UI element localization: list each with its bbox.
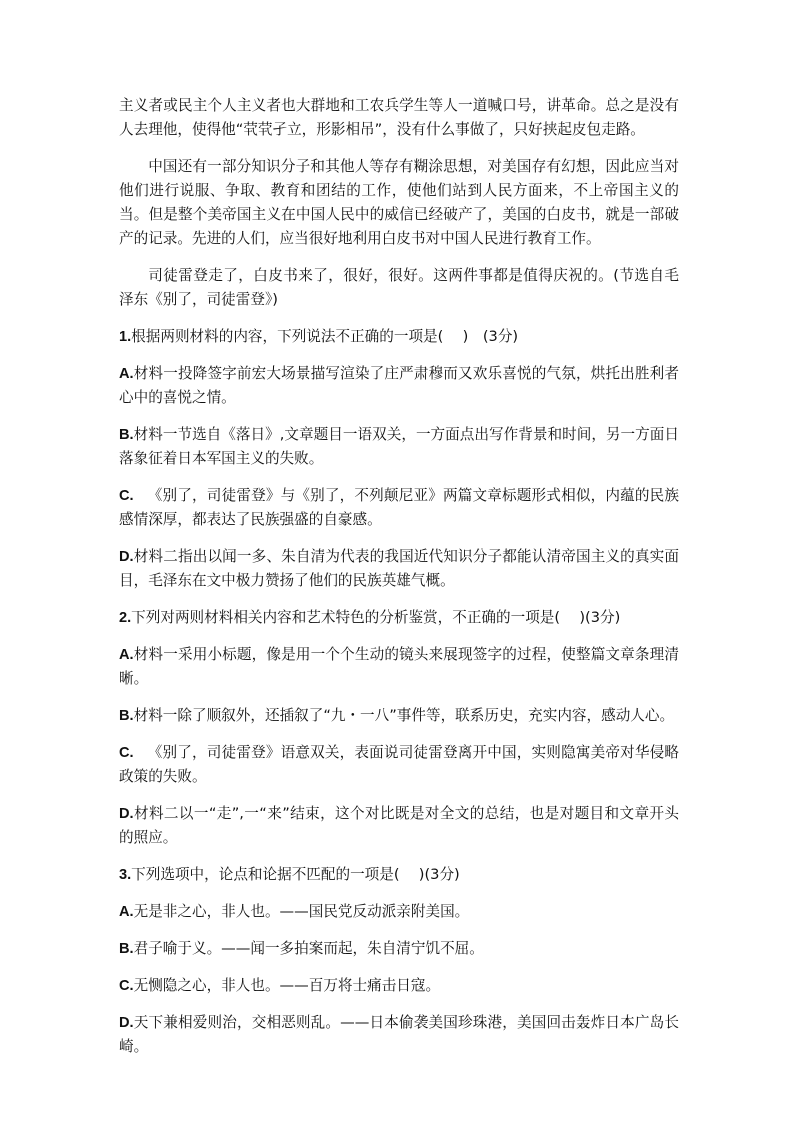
question-1-option-b[interactable]	[119, 423, 679, 471]
question-3-option-b[interactable]	[119, 937, 679, 961]
option-text: 材料一采用小标题，像是用一个个生动的镜头来展现签字的过程，使整篇文章条理清晰。	[119, 646, 679, 687]
option-text: 无是非之心，非人也。——国民党反动派亲附美国。	[133, 903, 470, 920]
option-letter: B.	[119, 708, 134, 724]
option-text: 材料一节选自《落日》,文章题目一语双关，一方面点出写作背景和时间，另一方面日落象征着日本军国主义的失败。	[119, 426, 679, 467]
question-2-option-a[interactable]	[119, 643, 679, 691]
option-letter: D.	[119, 549, 134, 565]
option-letter: D.	[119, 1015, 134, 1031]
option-text: 无恻隐之心，非人也。——百万将士痛击日寇。	[133, 977, 441, 994]
option-text: 《别了，司徒雷登》语意双关，表面说司徒雷登离开中国，实则隐寓美帝对华侵略政策的失败。	[119, 744, 679, 785]
option-letter: D.	[119, 806, 134, 822]
option-letter: A.	[119, 904, 134, 920]
question-number: 2.	[119, 610, 132, 626]
question-2-option-c[interactable]	[119, 741, 679, 789]
option-letter: A.	[119, 647, 134, 663]
question-3-option-c[interactable]	[119, 974, 679, 998]
question-2-option-b[interactable]	[119, 704, 679, 728]
question-2-stem	[119, 606, 679, 630]
option-text: 天下兼相爱则治，交相恶则乱。——日本偷袭美国珍珠港，美国回击轰炸日本广岛长崎。	[119, 1014, 679, 1055]
question-number: 3.	[119, 867, 132, 883]
option-text: 材料一除了顺叙外，还插叙了“九・一八”事件等，联系历史，充实内容，感动人心。	[133, 707, 675, 724]
passage-paragraph-1: 主义者或民主个人主义者也大群地和工农兵学生等人一道喊口号，讲革命。总之是没有人去理他，使得他“茕茕孑立，形影相吊”，没有什么事做了，只好挟起皮包走路。	[119, 97, 679, 138]
option-letter: B.	[119, 427, 134, 443]
option-text: 材料一投降签字前宏大场景描写渲染了庄严肃穆而又欢乐喜悦的气氛，烘托出胜利者心中的喜悦之情。	[119, 365, 679, 406]
option-text: 材料二指出以闻一多、朱自清为代表的我国近代知识分子都能认清帝国主义的真实面目，毛泽东在文中极力赞扬了他们的民族英雄气概。	[119, 548, 679, 589]
option-letter: C.	[119, 745, 134, 761]
question-1-option-a[interactable]	[119, 362, 679, 410]
question-1-option-c[interactable]	[119, 484, 679, 532]
option-text: 材料二以一“走”,一“来”结束，这个对比既是对全文的总结，也是对题目和文章开头的照应。	[119, 805, 679, 846]
option-text: 君子喻于义。——闻一多拍案而起，朱自清宁饥不屈。	[133, 940, 484, 957]
question-1-stem	[119, 325, 679, 349]
question-2-option-d[interactable]	[119, 802, 679, 850]
question-number: 1.	[119, 329, 132, 345]
question-1-option-d[interactable]	[119, 545, 679, 593]
option-text: 《别了，司徒雷登》与《别了，不列颠尼亚》两篇文章标题形式相似，内蕴的民族感情深厚，都表达了民族强盛的自豪感。	[119, 487, 679, 528]
option-letter: A.	[119, 366, 134, 382]
question-text: 下列选项中，论点和论据不匹配的一项是( )(3分)	[131, 866, 460, 883]
question-3-stem	[119, 863, 679, 887]
passage-paragraph-3: 司徒雷登走了，白皮书来了，很好，很好。这两件事都是值得庆祝的。(节选自毛泽东《别了，司徒雷登》)	[119, 267, 679, 308]
option-letter: C.	[119, 978, 134, 994]
option-letter: B.	[119, 941, 134, 957]
passage-paragraph-2: 中国还有一部分知识分子和其他人等存有糊涂思想，对美国存有幻想，因此应当对他们进行说服、争取、教育和团结的工作，使他们站到人民方面来，不上帝国主义的当。但是整个美帝国主义在中国人民中的威信已经破产了，美国的白皮书，就是一部破产的记录。先进的人们，应当很好地利用白皮书对中国人民进行教育工作。	[119, 158, 679, 247]
document-page	[119, 94, 679, 1072]
option-letter: C.	[119, 488, 134, 504]
question-3-option-a[interactable]	[119, 900, 679, 924]
question-3-option-d[interactable]	[119, 1011, 679, 1059]
question-text: 根据两则材料的内容，下列说法不正确的一项是( ) (3分)	[131, 328, 519, 345]
question-text: 下列对两则材料相关内容和艺术特色的分析鉴赏，不正确的一项是( )(3分)	[131, 609, 621, 626]
